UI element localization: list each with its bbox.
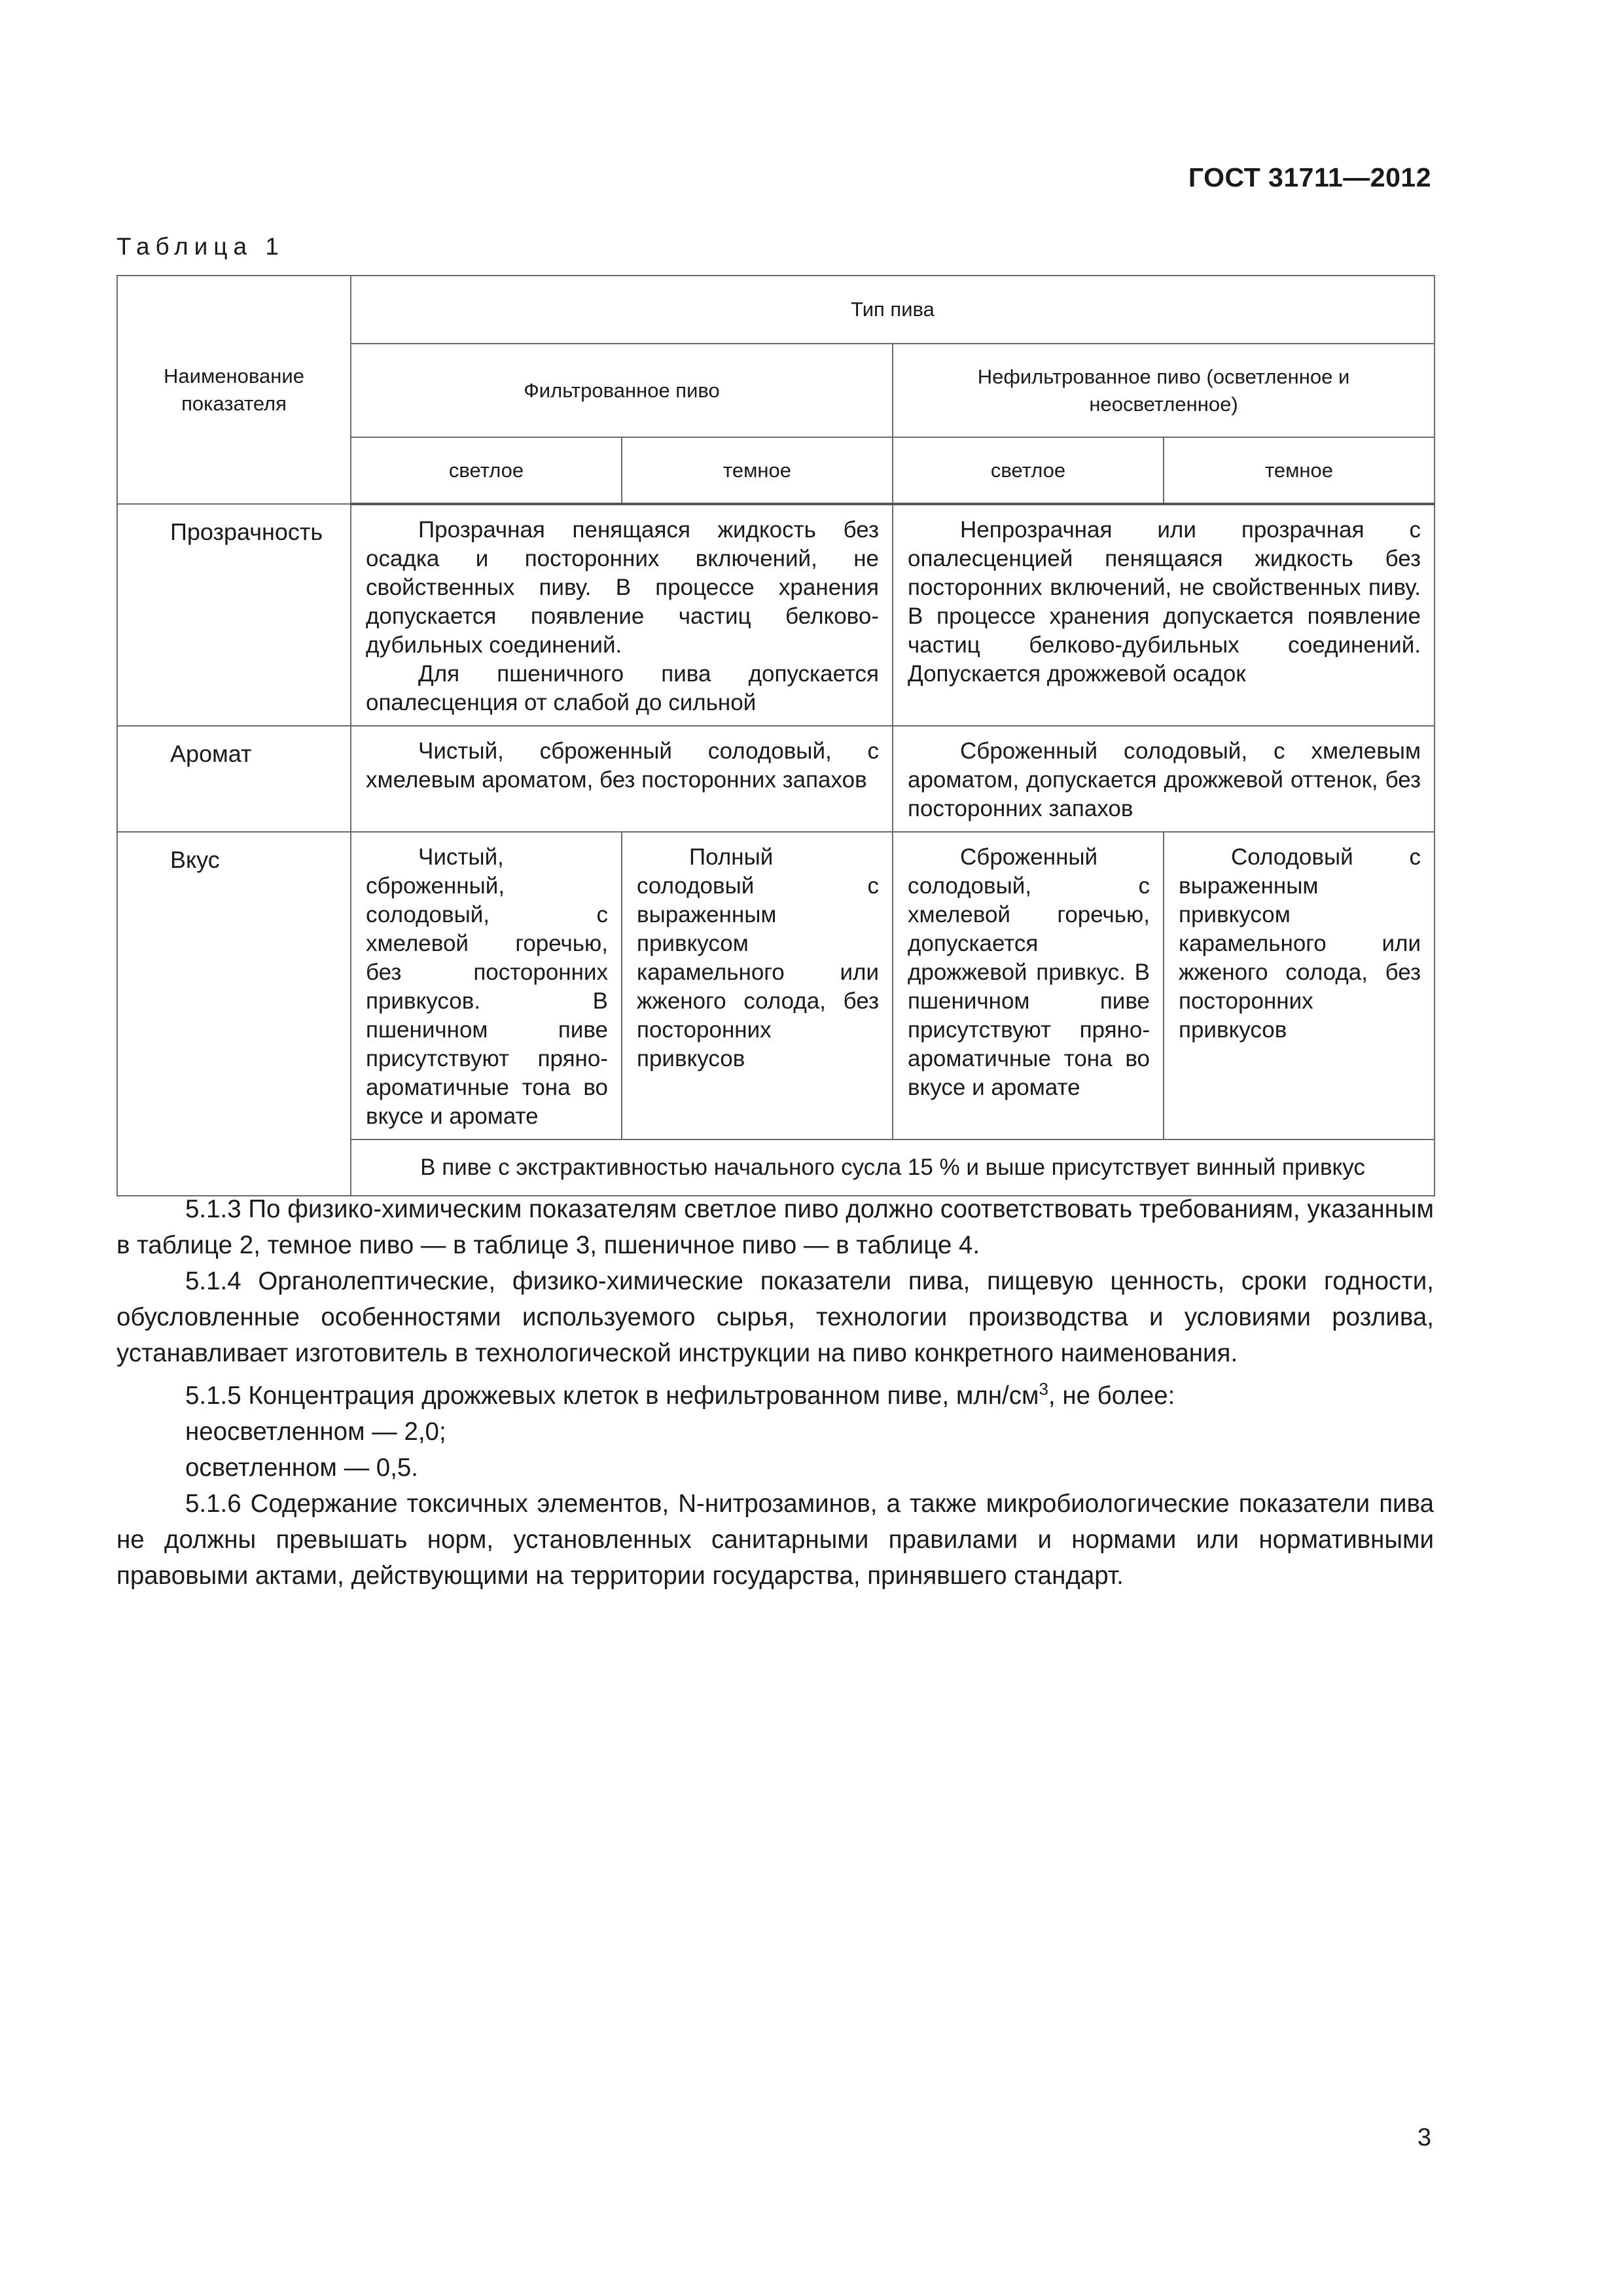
header-unfiltered-dark: темное xyxy=(1164,437,1435,504)
taste-unfiltered-light xyxy=(893,832,1164,1139)
row-name-aroma: Аромат xyxy=(117,726,351,832)
table-note: В пиве с экстрактивностью начального сусла 15 % и выше присутствует винный привкус xyxy=(351,1139,1435,1196)
taste-filtered-light xyxy=(351,832,622,1139)
page-number: 3 xyxy=(1417,2124,1431,2151)
header-filtered-light: светлое xyxy=(351,437,622,504)
taste-unfiltered-light-text: Сброженный солодовый, с хмелевой горечью, допускается дрожжевой привкус. В пшеничном пиве присутствуют пряно-ароматичные тона во вкусе и аромате xyxy=(908,844,1150,1100)
clause-5-1-5-main: 5.1.5 Концентрация дрожжевых клеток в нефильтрованном пиве, млн/см xyxy=(185,1381,1039,1410)
clause-5-1-3: 5.1.3 По физико-химическим показателям светлое пиво должно соответствовать требованиям, указанным в таблице 2, темное пиво — в таблице 3, пшеничное пиво — в таблице 4. xyxy=(116,1195,1434,1259)
header-unfiltered-light: светлое xyxy=(893,437,1164,504)
row-name-clarity: Прозрачность xyxy=(117,504,351,726)
clause-5-1-5-item-a: неосветленном — 2,0; xyxy=(185,1417,446,1446)
header-beer-type: Тип пива xyxy=(351,276,1435,344)
header-indicator: Наименование показателя xyxy=(117,276,351,504)
taste-filtered-dark-text: Полный солодовый с выраженным привкусом карамельного или жженого солода, без посторонних привкусов xyxy=(637,844,879,1071)
taste-unfiltered-dark xyxy=(1164,832,1435,1139)
clarity-filtered-wheat-text: Для пшеничного пива допускается опалесценция от слабой до сильной xyxy=(366,661,879,715)
clause-5-1-5-item-b: осветленном — 0,5. xyxy=(185,1453,418,1482)
table-row xyxy=(117,726,1435,832)
aroma-filtered-text: Чистый, сброженный солодовый, с хмелевым ароматом, без посторонних запахов xyxy=(366,738,879,793)
header-filtered: Фильтрованное пиво xyxy=(351,344,893,437)
table-row xyxy=(117,832,1435,1139)
clause-5-1-4: 5.1.4 Органолептические, физико-химические показатели пива, пищевую ценность, сроки годности, обусловленные особенностями используемого сырья, технологии производства и условиями розлива, устанавливает изготовитель в технологической инструкции на пиво конкретного наименования. xyxy=(116,1267,1434,1367)
header-filtered-dark: темное xyxy=(622,437,893,504)
organoleptic-table xyxy=(116,275,1435,1196)
clause-5-1-6: 5.1.6 Содержание токсичных элементов, N-нитрозаминов, а также микробиологические показатели пива не должны превышать норм, установленных санитарными правилами и нормами или нормативными правовыми актами, действующими на территории государства, принявшего стандарт. xyxy=(116,1489,1434,1590)
header-unfiltered: Нефильтрованное пиво (осветленное и неосветленное) xyxy=(893,344,1435,437)
taste-filtered-dark xyxy=(622,832,893,1139)
clause-5-1-5-tail: , не более: xyxy=(1048,1381,1175,1410)
table-row xyxy=(117,504,1435,726)
table-caption: Таблица 1 xyxy=(116,233,285,260)
clarity-filtered xyxy=(351,504,893,726)
taste-unfiltered-dark-text: Солодовый с выраженным привкусом карамельного или жженого солода, без посторонних привкусов xyxy=(1179,844,1421,1043)
clause-5-1-5-sup: 3 xyxy=(1039,1379,1048,1399)
standard-designation: ГОСТ 31711—2012 xyxy=(1188,162,1431,192)
aroma-filtered xyxy=(351,726,893,832)
aroma-unfiltered xyxy=(893,726,1435,832)
taste-filtered-light-text: Чистый, сброженный, солодовый, с хмелевой горечью, без посторонних привкусов. В пшеничном пиве присутствуют пряно-ароматичные тона во вкусе и аромате xyxy=(366,844,608,1129)
clause-5-1-5 xyxy=(116,1371,1434,1414)
body-text xyxy=(116,1191,1434,1594)
clarity-filtered-text: Прозрачная пенящаяся жидкость без осадка и посторонних включений, не свойственных пиву. В процессе хранения допускается появление частиц белково-дубильных соединений. xyxy=(366,517,879,658)
aroma-unfiltered-text: Сброженный солодовый, с хмелевым ароматом, допускается дрожжевой оттенок, без посторонних запахов xyxy=(908,738,1421,821)
row-name-taste: Вкус xyxy=(117,832,351,1196)
clarity-unfiltered xyxy=(893,504,1435,726)
clarity-unfiltered-text: Непрозрачная или прозрачная с опалесценцией пенящаяся жидкость без посторонних включений, не свойственных пиву. В процессе хранения допускается появление частиц белково-дубильных соединений. Допускается дрожжевой осадок xyxy=(908,517,1421,687)
